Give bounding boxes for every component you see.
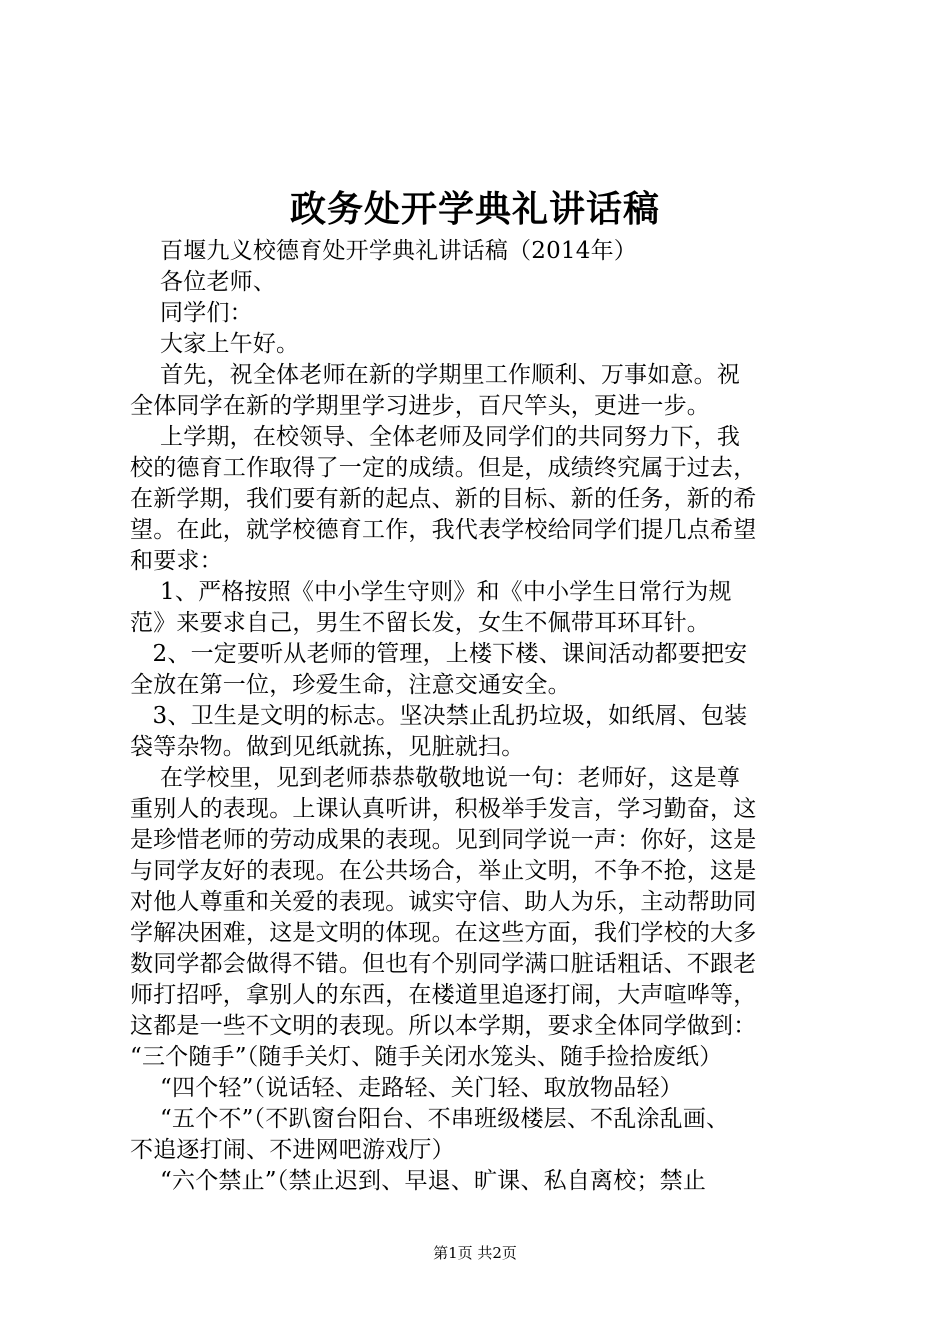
body-line: 望。在此，就学校德育工作，我代表学校给同学们提几点希望	[130, 517, 757, 543]
body-line: 范》来要求自己，男生不留长发，女生不佩带耳环耳针。	[130, 610, 710, 636]
body-line: 同学们：	[130, 300, 253, 326]
body-line: 百堰九义校德育处开学典礼讲话稿（2014年）	[130, 238, 637, 264]
body-line: “四个轻”（说话轻、走路轻、关门轻、取放物品轻）	[130, 1075, 683, 1101]
body-line: 大家上午好。	[130, 331, 300, 357]
body-line: 不追逐打闹、不进网吧游戏厅）	[130, 1137, 455, 1163]
body-line: “三个随手”（随手关灯、随手关闭水笼头、随手捡拾废纸）	[130, 1044, 723, 1070]
body-line: “五个不”（不趴窗台阳台、不串班级楼层、不乱涂乱画、	[130, 1106, 730, 1132]
body-line: 各位老师、	[130, 269, 277, 295]
document-title: 政务处开学典礼讲话稿	[289, 188, 660, 230]
body-line: 全放在第一位，珍爱生命，注意交通安全。	[130, 672, 571, 698]
body-line: 重别人的表现。上课认真听讲，积极举手发言，学习勤奋，这	[130, 796, 757, 822]
body-line: 3、卫生是文明的标志。坚决禁止乱扔垃圾，如纸屑、包装	[130, 703, 748, 729]
document-body	[130, 236, 833, 1197]
body-line: 2、一定要听从老师的管理，上楼下楼、课间活动都要把安	[130, 641, 748, 667]
body-line: 在学校里，见到老师恭恭敬敬地说一句：老师好，这是尊	[130, 765, 741, 791]
page-footer: 第1页 共2页	[433, 1244, 517, 1262]
body-line: 学解决困难，这是文明的体现。在这些方面，我们学校的大多	[130, 920, 757, 946]
body-line: 师打招呼，拿别人的东西，在楼道里追逐打闹，大声喧哗等，	[130, 982, 757, 1008]
body-line: 与同学友好的表现。在公共场合，举止文明，不争不抢，这是	[130, 858, 757, 884]
body-line: “六个禁止”（禁止迟到、早退、旷课、私自离校；禁止	[130, 1168, 707, 1194]
body-line: 上学期，在校领导、全体老师及同学们的共同努力下，我	[130, 424, 741, 450]
body-line: 在新学期，我们要有新的起点、新的目标、新的任务，新的希	[130, 486, 757, 512]
body-line: 这都是一些不文明的表现。所以本学期，要求全体同学做到：	[130, 1013, 757, 1039]
body-line: 全体同学在新的学期里学习进步，百尺竿头，更进一步。	[130, 393, 710, 419]
body-line: 和要求：	[130, 548, 223, 574]
body-line: 1、严格按照《中小学生守则》和《中小学生日常行为规	[130, 579, 732, 605]
body-line: 校的德育工作取得了一定的成绩。但是，成绩终究属于过去，	[130, 455, 757, 481]
body-line: 是珍惜老师的劳动成果的表现。见到同学说一声：你好，这是	[130, 827, 757, 853]
body-line: 袋等杂物。做到见纸就拣，见脏就扫。	[130, 734, 525, 760]
body-line: 数同学都会做得不错。但也有个别同学满口脏话粗话、不跟老	[130, 951, 757, 977]
body-line: 对他人尊重和关爱的表现。诚实守信、助人为乐，主动帮助同	[130, 889, 757, 915]
body-line: 首先，祝全体老师在新的学期里工作顺利、万事如意。祝	[130, 362, 741, 388]
